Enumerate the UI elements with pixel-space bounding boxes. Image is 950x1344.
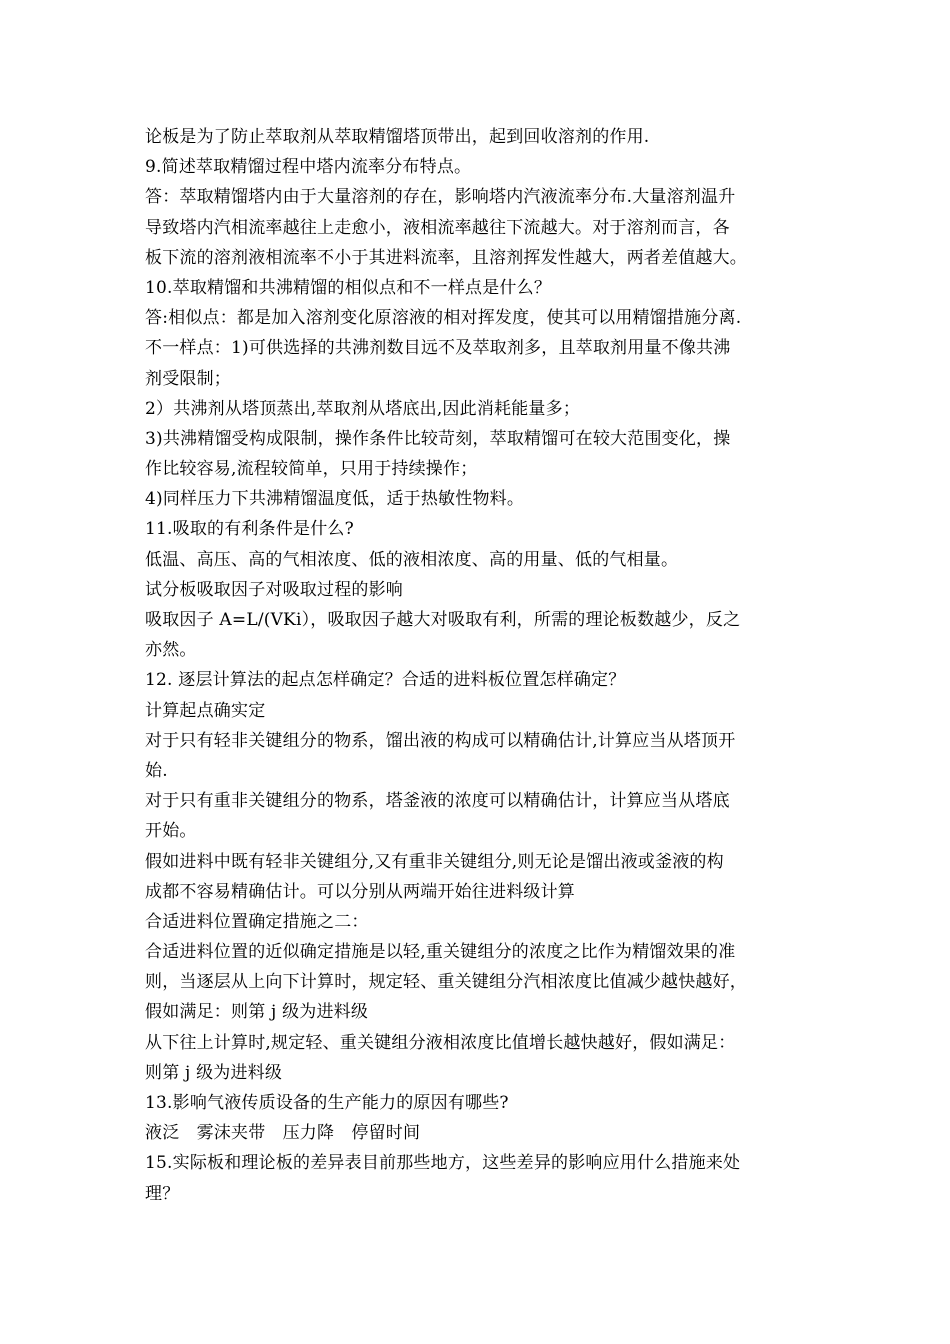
text-line: 导致塔内汽相流率越往上走愈小，液相流率越往下流越大。对于溶剂而言，各 (145, 217, 730, 238)
text-line: 则，当逐层从上向下计算时，规定轻、重关键组分汽相浓度比值减少越快越好， (145, 972, 747, 993)
text-line: 合适进料位置确定措施之二： (145, 911, 369, 932)
text-line: 液泛 雾沫夹带 压力降 停留时间 (145, 1123, 421, 1144)
text-line: 计算起点确实定 (145, 700, 266, 721)
text-line: 对于只有重非关键组分的物系，塔釜液的浓度可以精确估计，计算应当从塔底 (145, 791, 730, 812)
text-line: 对于只有轻非关键组分的物系，馏出液的构成可以精确估计,计算应当从塔顶开 (145, 730, 736, 751)
text-line: 试分板吸取因子对吸取过程的影响 (145, 579, 403, 600)
question-13-heading: 13.影响气液传质设备的生产能力的原因有哪些? (145, 1093, 509, 1113)
text-line: 不一样点：1)可供选择的共沸剂数目远不及萃取剂多，且萃取剂用量不像共沸 (145, 338, 731, 359)
text-line: 吸取因子 A=L/(VKi），吸取因子越大对吸取有利，所需的理论板数越少，反之 (145, 610, 741, 630)
text-line: 板下流的溶剂液相流率不小于其进料流率，且溶剂挥发性越大，两者差值越大。 (145, 247, 747, 268)
text-line: 理？ (145, 1183, 180, 1204)
text-line: 论板是为了防止萃取剂从萃取精馏塔顶带出，起到回收溶剂的作用. (145, 127, 650, 147)
text-line: 剂受限制； (145, 368, 231, 389)
text-line: 始. (145, 760, 168, 781)
question-9-heading: 9.简述萃取精馏过程中塔内流率分布特点。 (145, 157, 472, 178)
text-line: 低温、高压、高的气相浓度、低的液相浓度、高的用量、低的气相量。 (145, 549, 679, 570)
text-line: 则第 j 级为进料级 (145, 1062, 283, 1083)
text-line: 假如满足：则第 j 级为进料级 (145, 1002, 369, 1023)
question-10-heading: 10.萃取精馏和共沸精馏的相似点和不一样点是什么？ (145, 277, 552, 298)
text-line: 4)同样压力下共沸精馏温度低，适于热敏性物料。 (145, 489, 525, 510)
text-line: 成都不容易精确估计。可以分别从两端开始往进料级计算 (145, 881, 575, 902)
text-line: 答：萃取精馏塔内由于大量溶剂的存在，影响塔内汽液流率分布.大量溶剂温升 (145, 187, 736, 208)
question-15-heading: 15.实际板和理论板的差异表目前那些地方，这些差异的影响应用什么措施来处 (145, 1153, 741, 1174)
question-12-heading: 12. 逐层计算法的起点怎样确定？合适的进料板位置怎样确定？ (145, 670, 626, 691)
text-line: 合适进料位置的近似确定措施是以轻,重关键组分的浓度之比作为精馏效果的准 (145, 942, 736, 963)
text-line: 亦然。 (145, 640, 197, 661)
text-line: 2）共沸剂从塔顶蒸出,萃取剂从塔底出,因此消耗能量多； (145, 398, 581, 419)
question-11-heading: 11.吸取的有利条件是什么? (145, 519, 354, 540)
text-line: 作比较容易,流程较简单，只用于持续操作； (145, 459, 478, 480)
text-line: 答:相似点：都是加入溶剂变化原溶液的相对挥发度，使其可以用精馏措施分离. (145, 308, 742, 329)
text-line: 假如进料中既有轻非关键组分,又有重非关键组分,则无论是馏出液或釜液的构 (145, 851, 724, 872)
text-line: 开始。 (145, 821, 197, 842)
text-line: 3)共沸精馏受构成限制，操作条件比较苛刻，萃取精馏可在较大范围变化，操 (145, 428, 731, 449)
text-line: 从下往上计算时,规定轻、重关键组分液相浓度比值增长越快越好，假如满足： (145, 1032, 736, 1053)
